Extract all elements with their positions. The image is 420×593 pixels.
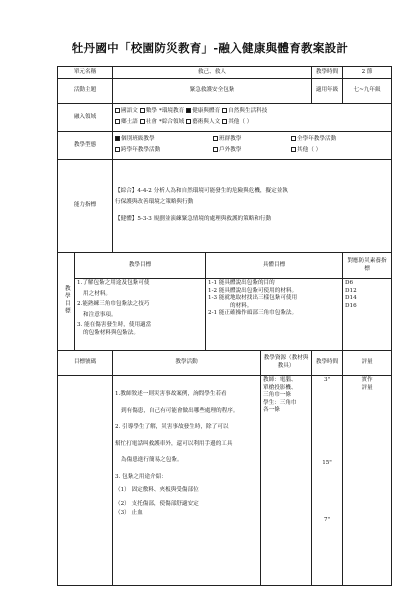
goals-content-row <box>58 279 392 351</box>
option-other-type[interactable]: 其他（ ） <box>291 147 321 153</box>
specific-goal-item: 1-3 能就地取材找出三樣包紮可使用 <box>208 295 298 302</box>
checkbox-icon <box>291 147 296 152</box>
resource-line: 學生：三角巾 <box>263 399 297 406</box>
option-other[interactable]: 其他（ ） <box>222 119 252 125</box>
col-goal-number: 目標號碼 <box>58 351 113 376</box>
col-evaluation: 評量 <box>343 351 392 376</box>
resource-line: 教師：電腦、 <box>263 377 297 383</box>
activity-line: 幫忙打電話叫救護車外，還可以利用手邊的工具 <box>115 440 233 447</box>
integration-row1 <box>115 108 389 116</box>
activity-body-row <box>58 376 392 586</box>
col-time: 教學時間 <box>312 351 343 376</box>
teaching-type-label: 教學型態 <box>58 132 113 160</box>
teaching-type-options <box>113 132 392 160</box>
goals-side-label: 教學目標 <box>58 253 75 351</box>
teaching-goal-item: 和注意事項。 <box>83 311 117 318</box>
integration-options <box>113 104 392 132</box>
option-cross-grade[interactable]: 跨學年教學活動 <box>115 147 211 155</box>
mapping-code: D6 <box>345 280 354 286</box>
col-activity: 教學活動 <box>113 351 261 376</box>
goals-col-teaching: 教學目標 <box>75 253 206 279</box>
time-label: 教學時間 <box>312 67 343 79</box>
mapping-code: D16 <box>345 302 357 309</box>
resource-line: 單槍投影機、 <box>263 384 297 391</box>
option-math[interactable]: 數學 <box>140 108 157 114</box>
option-arts[interactable]: 藝術與人文 <box>186 119 220 125</box>
option-single-class[interactable]: 個別班級教學 <box>115 136 211 144</box>
teaching-goal-item: 的包紮材料與包紮法。 <box>83 329 139 336</box>
checkbox-icon <box>222 119 227 124</box>
checkbox-icon <box>115 108 120 113</box>
activity-line: 2. 引導學生了解，災害事故發生時，除了可以 <box>115 424 229 431</box>
option-local-language[interactable]: 鄉土語 <box>115 119 138 125</box>
option-integrative[interactable]: *綜合領域 <box>159 119 185 125</box>
checkbox-icon <box>140 108 145 113</box>
time-value: 2 節 <box>343 67 392 79</box>
checkbox-icon <box>115 147 120 152</box>
checkbox-checked-icon <box>115 136 120 141</box>
time-value: 15" <box>322 459 332 466</box>
evaluation-line: 評量 <box>361 384 373 391</box>
evaluation-line: 實作 <box>361 377 373 383</box>
teaching-goal-item: 用之材料。 <box>83 290 111 297</box>
topic-row <box>58 79 392 104</box>
resources-cell <box>261 376 312 586</box>
activity-content-cell <box>113 376 261 586</box>
specific-goals-cell <box>206 279 343 351</box>
specific-goal-item: 的材料。 <box>230 302 253 309</box>
checkbox-icon <box>140 119 145 124</box>
ability-line: 【綜合】4-4-2 分析人為和自然環境可能發生的危險與危機，擬定並執 <box>115 188 288 195</box>
activity-line: 3. 包紮之用途介紹： <box>115 473 167 480</box>
goals-col-mapping: 對應防災素養指標 <box>343 253 392 279</box>
col-resources: 教學資源（教材與教具） <box>261 351 312 376</box>
ability-content <box>113 160 392 253</box>
option-chinese[interactable]: 國語文 <box>115 108 138 114</box>
checkbox-icon <box>115 119 120 124</box>
activity-header-row <box>58 351 392 376</box>
option-health-pe[interactable]: 健康與體育 <box>186 108 220 114</box>
teaching-goal-item: 2.能熟練三角巾包紮法之技巧 <box>77 301 150 308</box>
grade-value: 七~九年級 <box>343 79 392 104</box>
activity-line: （3） 止血 <box>115 510 143 517</box>
teaching-type-row <box>58 132 392 160</box>
resource-line: 三角巾一條 <box>263 392 291 399</box>
checkbox-checked-icon <box>186 108 191 113</box>
teaching-type-row2 <box>115 147 389 155</box>
unit-name-label: 單元名稱 <box>58 67 113 79</box>
ability-label: 能力指標 <box>58 160 113 253</box>
integration-label: 融入領域 <box>58 104 113 132</box>
ability-line: 行保護與改善環境之策略與行動 <box>115 198 194 205</box>
checkbox-icon <box>222 108 227 113</box>
unit-row <box>58 67 392 79</box>
mapping-codes-cell <box>343 279 392 351</box>
integration-row2 <box>115 119 389 127</box>
evaluation-cell <box>343 376 392 586</box>
teaching-goals-cell <box>75 279 206 351</box>
specific-goal-item: 1-1 能具體說出包紮的目的 <box>208 280 275 286</box>
teaching-type-row1 <box>115 136 389 144</box>
option-class-group[interactable]: 班群教學 <box>213 136 289 144</box>
goals-col-specific: 具體目標 <box>206 253 343 279</box>
teaching-goal-item: 3. 能在傷害發生時，使用適當 <box>77 322 152 329</box>
time-value: 3" <box>323 377 331 383</box>
option-social[interactable]: 社會 <box>140 119 157 125</box>
teaching-goal-item: 1.了解包紮之用途及包紮可使 <box>77 280 150 286</box>
goal-number-cell <box>58 376 113 586</box>
activity-line: 1.教師敘述一則災害事故案例，詢問學生若看 <box>115 391 227 397</box>
specific-goal-item: 2-1 能正確操作頭部三角巾包紮法。 <box>208 310 298 317</box>
activity-line: （1） 固定敷料、夾板與受傷部位 <box>115 487 199 494</box>
time-value: 7" <box>323 517 331 524</box>
mapping-code: D14 <box>345 295 357 302</box>
option-outdoor[interactable]: 戶外教學 <box>213 147 289 155</box>
option-science[interactable]: 自然與生活科技 <box>222 108 267 114</box>
topic-label: 活動主題 <box>58 79 113 104</box>
topic-value: 緊急救護安全包紮 <box>113 79 312 104</box>
lesson-plan-table <box>57 66 392 586</box>
option-whole-grade[interactable]: 全學年教學活動 <box>291 136 336 142</box>
integration-row <box>58 104 392 132</box>
unit-name-value: 救己、救人 <box>113 67 312 79</box>
resource-line: 各一條 <box>263 407 280 414</box>
activity-line: （2） 支托傷部，使傷部舒適安定 <box>115 500 199 507</box>
checkbox-icon <box>213 147 218 152</box>
mapping-code: D12 <box>345 287 357 294</box>
checkbox-icon <box>213 136 218 141</box>
goals-header-row <box>58 253 392 279</box>
time-cell <box>312 376 343 586</box>
checkbox-icon <box>291 136 296 141</box>
grade-label: 適用年級 <box>312 79 343 104</box>
checkbox-icon <box>186 119 191 124</box>
ability-row <box>58 160 392 253</box>
specific-goal-item: 1-2 能具體說出包紮可使用的材料。 <box>208 287 298 294</box>
activity-line: 為傷患進行簡易之包紮。 <box>121 457 183 464</box>
ability-line: 【健體】5-3-3 規劃並演練緊急情境的處理與救護的策略和行動 <box>115 216 272 223</box>
page-title: 牡丹國中「校園防災教育」-融入健康與體育教案設計 <box>71 41 349 55</box>
activity-line: 到有傷患，自己有可能會做出哪些處理的程序。 <box>121 407 239 414</box>
option-environment[interactable]: *環境教育 <box>159 108 185 115</box>
